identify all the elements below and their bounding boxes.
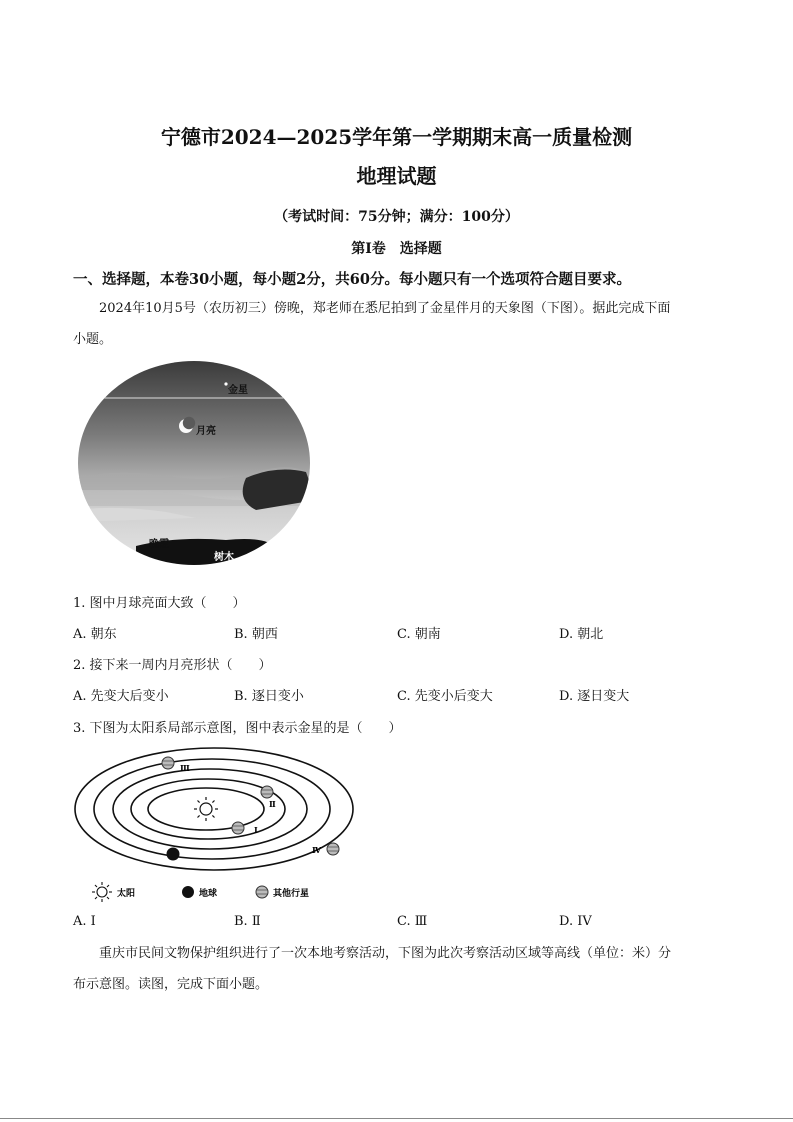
planet-i-icon xyxy=(232,822,244,834)
question-2-option-c[interactable]: C. 先变小后变大 xyxy=(397,689,493,704)
legend-planet-label: 其他行星 xyxy=(273,889,310,899)
venus-label: 金星 xyxy=(228,385,248,396)
moon-label: 月亮 xyxy=(196,426,216,437)
question-3-stem: 3. 下图为太阳系局部示意图，图中表示金星的是（ ） xyxy=(73,721,402,736)
solar-system-diagram xyxy=(72,745,362,907)
planet-iii-label: Ⅲ xyxy=(180,763,190,773)
question-3-option-a[interactable]: A. I xyxy=(73,914,96,929)
exam-title: 宁德市2024—2025学年第一学期期末高一质量检测 xyxy=(160,125,633,149)
question-1-option-b[interactable]: B. 朝西 xyxy=(234,627,278,642)
passage-1-line-1: 2024年10月5号（农历初三）傍晚，郑老师在悉尼拍到了金星伴月的天象图（下图）。据此完成下面 xyxy=(99,301,671,316)
passage-2-line-1: 重庆市民间文物保护组织进行了一次本地考察活动，下图为此次考察活动区域等高线（单位：米）分 xyxy=(99,946,672,961)
question-3-option-d[interactable]: D. IV xyxy=(559,914,592,929)
question-1-stem: 1. 图中月球亮面大致（ ） xyxy=(73,596,246,611)
question-2-option-a[interactable]: A. 先变大后变小 xyxy=(73,689,169,704)
passage-2-line-2: 布示意图。读图，完成下面小题。 xyxy=(73,977,269,992)
glow-label: 晚霞 xyxy=(149,539,169,550)
planet-ii-label: Ⅱ xyxy=(269,799,276,809)
passage-1 xyxy=(73,293,723,355)
earth-icon xyxy=(167,848,180,861)
venus-moon-photo xyxy=(76,360,316,572)
part-one-instruction: 一、选择题，本卷30小题，每小题2分，共60分。每小题只有一个选项符合题目要求。 xyxy=(73,271,631,288)
exam-info: （考试时间：75分钟；满分：100分） xyxy=(274,209,519,225)
question-2-option-b[interactable]: B. 逐日变小 xyxy=(234,689,304,704)
legend-earth-label: 地球 xyxy=(199,889,218,899)
planet-ii-icon xyxy=(261,786,273,798)
question-2-stem: 2. 接下来一周内月亮形状（ ） xyxy=(73,658,272,673)
question-1-option-d[interactable]: D. 朝北 xyxy=(559,627,604,642)
legend-earth-icon xyxy=(182,886,194,898)
planet-iii-icon xyxy=(162,757,174,769)
tree-label: 树木 xyxy=(214,552,234,563)
question-2-option-d[interactable]: D. 逐日变大 xyxy=(559,689,630,704)
legend-planet-icon xyxy=(256,886,268,898)
question-3-option-b[interactable]: B. Ⅱ xyxy=(234,914,261,929)
exam-subtitle: 地理试题 xyxy=(356,164,437,188)
legend-sun-icon xyxy=(92,882,112,902)
question-1-option-c[interactable]: C. 朝南 xyxy=(397,627,441,642)
planet-i-label: I xyxy=(254,825,258,835)
passage-1-line-2: 小题。 xyxy=(73,332,113,347)
planet-iv-icon xyxy=(327,843,339,855)
passage-2 xyxy=(73,938,723,1000)
planet-iv-label: Ⅳ xyxy=(312,845,322,855)
cloud-dark xyxy=(243,470,316,510)
legend-sun-label: 太阳 xyxy=(117,889,136,899)
volume-heading: 第I卷 选择题 xyxy=(351,241,442,257)
question-1-option-a[interactable]: A. 朝东 xyxy=(73,627,117,642)
page-bottom-rule xyxy=(0,1118,793,1119)
sun-icon xyxy=(194,797,218,821)
question-3-option-c[interactable]: C. Ⅲ xyxy=(397,914,428,929)
